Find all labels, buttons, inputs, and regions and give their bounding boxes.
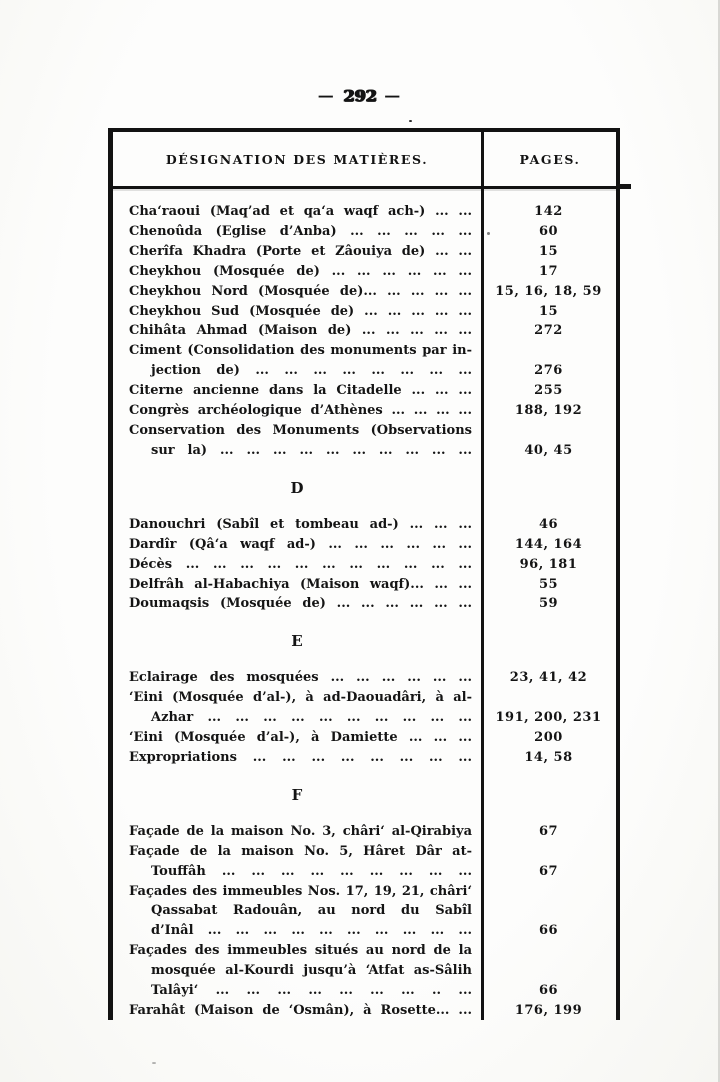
entry-designation-text: Cheykhou Sud (Mosquée de) ... ... ... ... ... <box>129 303 472 319</box>
index-entry-row <box>113 555 616 575</box>
column-header-pages: PAGES. <box>519 151 581 167</box>
entry-page-numbers: 15, 16, 18, 59 <box>495 283 602 299</box>
entry-page-numbers: 188, 192 <box>514 403 583 419</box>
entry-designation-text: Delfrâh al-Habachiya (Maison waqf)... ... ... <box>129 576 472 592</box>
index-entry-row <box>113 302 616 322</box>
section-letter: F <box>291 785 303 804</box>
entry-page-numbers <box>481 961 616 981</box>
index-entry-row <box>113 361 616 381</box>
index-entry-row <box>113 401 616 421</box>
entry-page-numbers: 59 <box>538 596 559 612</box>
table-header-row <box>113 132 616 189</box>
entry-page-numbers: 276 <box>534 363 563 379</box>
entry-designation-text: Eclairage des mosquées ... ... ... ... ... ... <box>129 670 472 686</box>
entry-page-numbers: 96, 181 <box>519 556 578 572</box>
entry-designation-text: Talâyi‘ ... ... ... ... ... ... ... .. ... <box>151 983 472 999</box>
entry-designation-text: ‘Eini (Mosquée d’al-), à Damiette ... ... ... <box>129 730 472 746</box>
index-entry-row <box>113 321 616 341</box>
entry-page-numbers <box>481 842 616 862</box>
entry-designation-text: Expropriations ... ... ... ... ... ... ... ... <box>129 749 472 765</box>
entry-page-numbers: 15 <box>538 303 559 319</box>
entry-page-numbers: 142 <box>534 204 563 219</box>
index-entry-row <box>113 668 616 688</box>
entry-designation-text: Façade de la maison No. 3, châri‘ al-Qirabiya <box>129 823 472 839</box>
entry-page-numbers: 144, 164 <box>514 536 583 552</box>
entry-page-numbers: 17 <box>538 263 559 279</box>
entry-page-numbers: 40, 45 <box>524 442 573 458</box>
index-entry-row <box>113 441 616 461</box>
index-entry-row <box>113 282 616 302</box>
index-entry-row <box>113 535 616 555</box>
entry-designation-text: Citerne ancienne dans la Citadelle ... ... ... <box>129 383 472 399</box>
entry-designation-text: Chihâta Ahmad (Maison de) ... ... ... ... ... <box>129 323 472 339</box>
entry-designation-text: Conservation des Monuments (Observations <box>129 422 472 438</box>
entry-designation-text: Façades des immeubles situés au nord de la <box>129 943 472 959</box>
index-entry-row <box>113 921 616 941</box>
table-body <box>113 189 616 1020</box>
index-entry-row <box>113 421 616 441</box>
entry-designation-text: Doumaqsis (Mosquée de) ... ... ... ... ... ... <box>129 596 472 612</box>
index-entry-row <box>113 515 616 535</box>
index-entry-row <box>113 708 616 728</box>
entry-designation-text: d’Inâl ... ... ... ... ... ... ... ... ... ... <box>151 923 472 939</box>
entry-page-numbers <box>481 882 616 902</box>
page-number-value: 292 <box>343 86 377 105</box>
entry-page-numbers: 23, 41, 42 <box>509 670 588 686</box>
index-entry-row <box>113 748 616 768</box>
entry-designation-text: Qassabat Radouân, au nord du Sabîl <box>151 903 472 919</box>
section-letter: D <box>290 478 304 497</box>
entry-page-numbers: 67 <box>538 823 559 839</box>
entry-designation-text: Azhar ... ... ... ... ... ... ... ... ... ... <box>151 710 472 726</box>
entry-designation-text: Façades des immeubles Nos. 17, 19, 21, châri‘ <box>129 883 472 899</box>
index-entry-row <box>113 381 616 401</box>
index-entry-row <box>113 688 616 708</box>
entry-designation-text: Cheykhou (Mosquée de) ... ... ... ... ... ... <box>129 263 472 279</box>
page-number-dash-left: — <box>317 86 336 105</box>
entry-page-numbers: 200 <box>534 730 563 746</box>
entry-designation-text: Cherîfa Khadra (Porte et Zâouiya de) ... ... <box>129 243 472 259</box>
entry-designation-text: Façade de la maison No. 5, Hâret Dâr at- <box>129 843 472 859</box>
entry-page-numbers: 46 <box>538 516 559 532</box>
index-entry-row <box>113 1001 616 1020</box>
entry-page-numbers: 67 <box>538 863 559 879</box>
index-entry-row <box>113 822 616 842</box>
entry-page-numbers <box>481 901 616 921</box>
entry-designation-text: Dardîr (Qâ‘a waqf ad-) ... ... ... ... ... ... <box>129 536 472 552</box>
index-table <box>108 128 620 1020</box>
entry-page-numbers: 55 <box>538 576 559 592</box>
index-entry-row <box>113 961 616 981</box>
index-entry-row <box>113 594 616 614</box>
index-entry-row <box>113 882 616 902</box>
entry-designation-text: Danouchri (Sabîl et tombeau ad-) ... ... ... <box>129 516 472 532</box>
entry-designation-text: Décès ... ... ... ... ... ... ... ... ... ... ... <box>129 556 472 572</box>
entry-page-numbers: 66 <box>538 983 559 999</box>
entry-page-numbers: 191, 200, 231 <box>495 710 602 726</box>
index-entry-row <box>113 842 616 862</box>
entry-page-numbers: 15 <box>538 243 559 259</box>
ink-speck <box>409 120 412 122</box>
section-letter: E <box>291 632 303 651</box>
entry-page-numbers: 272 <box>534 323 563 339</box>
entry-designation-text: Chenoûda (Eglise d’Anba) ... ... ... ... ... <box>129 223 472 239</box>
entry-designation-text: sur la) ... ... ... ... ... ... ... ... ... ... <box>151 442 472 458</box>
index-entry-row <box>113 728 616 748</box>
index-entry-row <box>113 242 616 262</box>
column-header-designation: DÉSIGNATION DES MATIÈRES. <box>113 132 484 186</box>
entry-designation-text: jection de) ... ... ... ... ... ... ... ... <box>151 363 472 379</box>
entry-designation-text: Touffâh ... ... ... ... ... ... ... ... ... <box>151 863 472 879</box>
entry-page-numbers: 60 <box>538 223 559 239</box>
index-entry-row <box>113 202 616 222</box>
index-entry-row <box>113 862 616 882</box>
entry-page-numbers: 176, 199 <box>514 1003 583 1018</box>
header-rule-tick-artifact <box>617 184 631 189</box>
entry-page-numbers <box>481 341 616 361</box>
entry-designation-text: mosquée al-Kourdi jusqu’à ‘Atfat as-Sâlih <box>151 963 472 979</box>
index-entry-row <box>113 222 616 242</box>
entry-page-numbers: 14, 58 <box>524 749 573 765</box>
entry-designation-text: Farahât (Maison de ‘Osmân), à Rosette... ... <box>129 1003 472 1018</box>
entry-designation-text: ‘Eini (Mosquée d’al-), à ad-Daouadâri, à al- <box>129 690 472 706</box>
entry-designation-text: Ciment (Consolidation des monuments par in- <box>129 343 472 359</box>
entry-page-numbers <box>481 688 616 708</box>
entry-designation-text: Congrès archéologique d’Athènes ... ... ... ... <box>129 403 472 419</box>
page-number-dash-right: — <box>384 86 403 105</box>
index-entry-row <box>113 981 616 1001</box>
entry-designation-text: Cheykhou Nord (Mosquée de)... ... ... ... ... <box>129 283 472 299</box>
entry-page-numbers: 66 <box>538 923 559 939</box>
ink-speck <box>152 1062 156 1064</box>
index-entry-row <box>113 941 616 961</box>
index-entry-row <box>113 901 616 921</box>
entry-page-numbers <box>481 421 616 441</box>
index-entry-row <box>113 575 616 595</box>
index-entry-row <box>113 262 616 282</box>
entry-designation-text: Cha‘raoui (Maq’ad et qa‘a waqf ach-) ... ... <box>129 204 472 219</box>
entry-page-numbers: 255 <box>534 383 563 399</box>
page-number <box>0 86 720 105</box>
column-divider-rule <box>481 189 484 1020</box>
entry-page-numbers <box>481 941 616 961</box>
index-entry-row <box>113 341 616 361</box>
